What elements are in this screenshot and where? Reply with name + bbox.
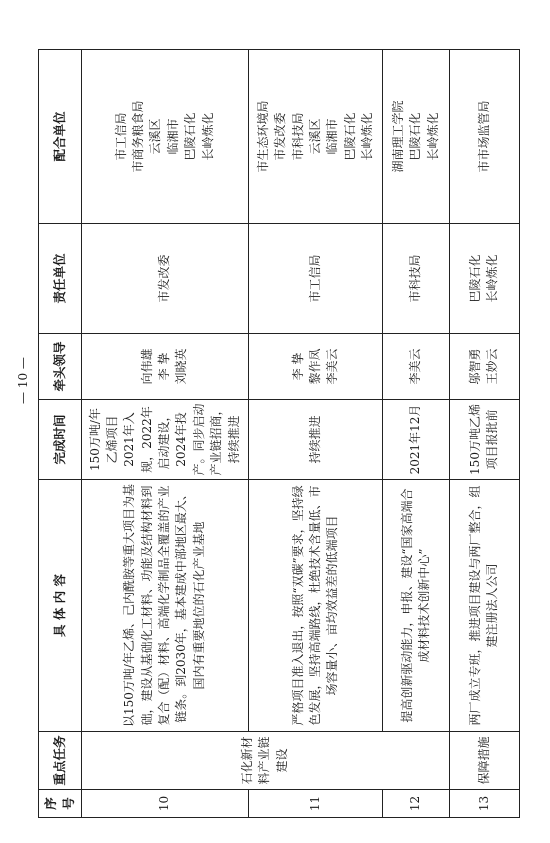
header-lead: 牵头领导 [39, 334, 82, 400]
cell-seq: 12 [383, 790, 449, 818]
cell-content: 严格项目准入退出，按照“双碳”要求，坚持绿色发展，坚持高端路线，杜绝技术含量低、市场容量小、亩均效益差的低端项目 [248, 480, 383, 732]
cell-resp: 市科技局 [383, 224, 449, 334]
cell-assist: 湖南理工学院 巴陵石化 长岭炼化 [383, 50, 449, 224]
cell-task-merged: 石化新材料产业链建设 [81, 732, 449, 790]
cell-resp: 市工信局 [248, 224, 383, 334]
header-seq: 序号 [39, 790, 82, 818]
cell-lead: 李 挚 黎作凤 李美云 [248, 334, 383, 400]
cell-seq: 11 [248, 790, 383, 818]
cell-resp: 巴陵石化 长岭炼化 [449, 224, 519, 334]
table-row [449, 50, 519, 818]
rotated-page [38, 50, 520, 818]
cell-seq: 13 [449, 790, 519, 818]
table-row [248, 50, 383, 818]
cell-lead: 邬智勇 王妙云 [449, 334, 519, 400]
task-table [38, 49, 520, 818]
cell-lead: 李美云 [383, 334, 449, 400]
cell-time: 150万吨乙烯项目报批前 [449, 400, 519, 480]
cell-content: 提高创新驱动能力，申报、建设“国家高端合成材料技术创新中心” [383, 480, 449, 732]
table-header-row [39, 50, 82, 818]
header-task: 重点任务 [39, 732, 82, 790]
cell-time: 150万吨/年乙烯项目2021年入规，2022年启动建设，2024年投产。同步启动产业链招商，持续推进 [81, 400, 248, 480]
cell-content: 以150万吨/年乙烯、己内酰胺等重大项目为基础，建设从基础化工材料、功能及结构材料到复合（配）材料、高端化学制品全覆盖的产业链条。到2030年，基本建成中部地区最大、国内有重要地位的石化产业基地 [81, 480, 248, 732]
header-assist: 配合单位 [39, 50, 82, 224]
cell-assist: 市生态环境局 市发改委 市科技局 云溪区 临湘市 巴陵石化 长岭炼化 [248, 50, 383, 224]
cell-seq: 10 [81, 790, 248, 818]
header-content: 具 体 内 容 [39, 480, 82, 732]
header-time: 完成时间 [39, 400, 82, 480]
cell-task: 保障措施 [449, 732, 519, 790]
table-row [383, 50, 449, 818]
header-resp: 责任单位 [39, 224, 82, 334]
cell-resp: 市发改委 [81, 224, 248, 334]
cell-assist: 市市场监管局 [449, 50, 519, 224]
page-number: — 10 — [16, 357, 30, 404]
cell-lead: 向伟雄 李 挚 刘晓英 [81, 334, 248, 400]
cell-assist: 市工信局 市商务粮食局 云溪区 临湘市 巴陵石化 长岭炼化 [81, 50, 248, 224]
cell-time: 2021年12月 [383, 400, 449, 480]
table-row [81, 50, 248, 818]
cell-time: 持续推进 [248, 400, 383, 480]
cell-content: 两厂成立专班，推进项目建设与两厂整合，组建注册法人公司 [449, 480, 519, 732]
